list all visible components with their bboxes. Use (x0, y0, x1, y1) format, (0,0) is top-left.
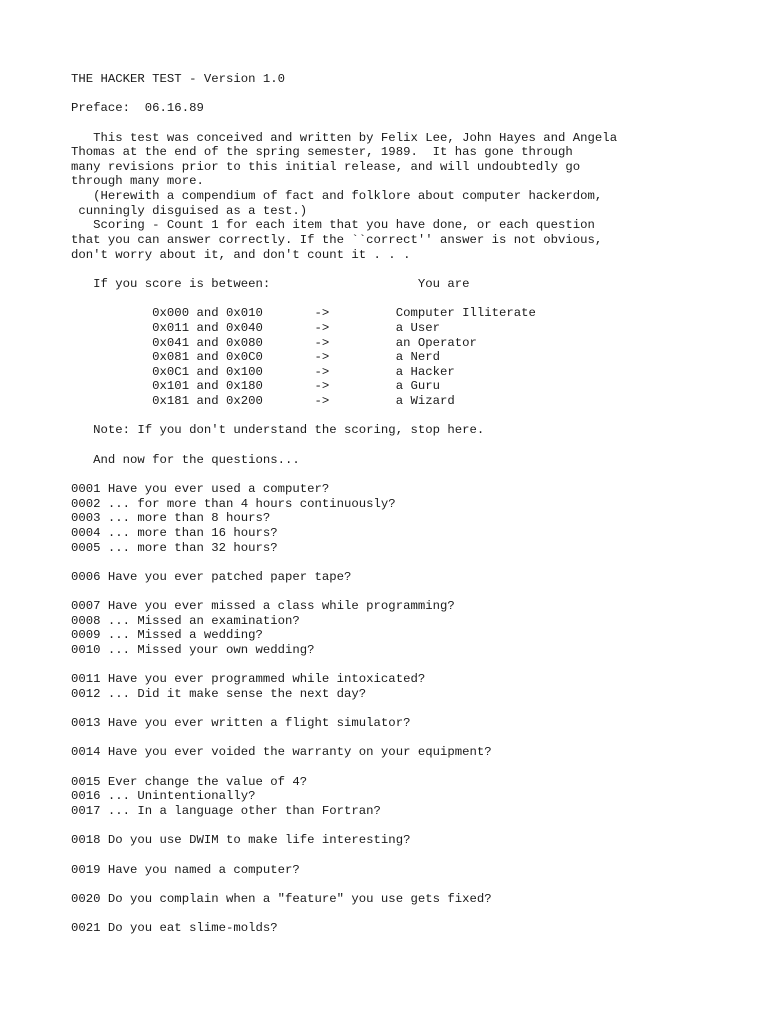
blank-line (71, 731, 751, 746)
text-line: 0018 Do you use DWIM to make life interesting? (71, 833, 411, 848)
blank-line (71, 116, 751, 131)
blank-line (71, 877, 751, 892)
text-line: 0x181 and 0x200 -> a Wizard (71, 394, 455, 409)
text-line: 0x101 and 0x180 -> a Guru (71, 379, 440, 394)
text-line: 0x0C1 and 0x100 -> a Hacker (71, 364, 455, 379)
text-line: And now for the questions... (71, 452, 300, 467)
blank-line (71, 658, 751, 673)
text-line: that you can answer correctly. If the ``correct'' answer is not obvious, (71, 233, 603, 248)
text-line: 0010 ... Missed your own wedding? (71, 642, 315, 657)
text-line: 0005 ... more than 32 hours? (71, 540, 278, 555)
blank-line (71, 848, 751, 863)
text-line: don't worry about it, and don't count it . . . (71, 247, 411, 262)
document-page (71, 72, 751, 936)
blank-line (71, 262, 751, 277)
blank-line (71, 819, 751, 834)
blank-line (71, 702, 751, 717)
blank-line (71, 292, 751, 307)
text-line: 0007 Have you ever missed a class while programming? (71, 599, 455, 614)
text-line: 0x041 and 0x080 -> an Operator (71, 335, 477, 350)
text-line: 0011 Have you ever programmed while intoxicated? (71, 672, 426, 687)
text-line: 0009 ... Missed a wedding? (71, 628, 263, 643)
text-line: 0x081 and 0x0C0 -> a Nerd (71, 350, 440, 365)
text-line: 0021 Do you eat slime-molds? (71, 921, 278, 936)
blank-line (71, 467, 751, 482)
text-line: 0017 ... In a language other than Fortran? (71, 804, 381, 819)
text-line: 0006 Have you ever patched paper tape? (71, 569, 352, 584)
text-line: 0004 ... more than 16 hours? (71, 525, 278, 540)
text-line: This test was conceived and written by Felix Lee, John Hayes and Angela (71, 130, 618, 145)
text-line: Preface: 06.16.89 (71, 101, 204, 116)
text-line: 0x011 and 0x040 -> a User (71, 320, 440, 335)
blank-line (71, 584, 751, 599)
text-line: through many more. (71, 174, 204, 189)
text-line: 0x000 and 0x010 -> Computer Illiterate (71, 306, 536, 321)
text-line: 0002 ... for more than 4 hours continuously? (71, 496, 396, 511)
text-line: 0014 Have you ever voided the warranty on your equipment? (71, 745, 492, 760)
blank-line (71, 409, 751, 424)
text-line: 0020 Do you complain when a "feature" you use gets fixed? (71, 891, 492, 906)
blank-line (71, 87, 751, 102)
text-line: cunningly disguised as a test.) (71, 203, 308, 218)
blank-line (71, 760, 751, 775)
text-line: 0003 ... more than 8 hours? (71, 511, 271, 526)
text-line: 0008 ... Missed an examination? (71, 613, 300, 628)
text-line: Thomas at the end of the spring semester, 1989. It has gone through (71, 145, 573, 160)
blank-line (71, 438, 751, 453)
text-line: 0019 Have you named a computer? (71, 862, 300, 877)
text-line: Note: If you don't understand the scoring, stop here. (71, 423, 485, 438)
text-line: 0012 ... Did it make sense the next day? (71, 686, 367, 701)
blank-line (71, 907, 751, 922)
text-line: If you score is between: You are (71, 276, 470, 291)
text-line: 0016 ... Unintentionally? (71, 789, 256, 804)
text-line: THE HACKER TEST - Version 1.0 (71, 72, 286, 86)
text-line: 0013 Have you ever written a flight simulator? (71, 716, 411, 731)
text-line: many revisions prior to this initial release, and will undoubtedly go (71, 159, 581, 174)
text-line: Scoring - Count 1 for each item that you have done, or each question (71, 218, 595, 233)
text-line: 0001 Have you ever used a computer? (71, 481, 330, 496)
text-line: 0015 Ever change the value of 4? (71, 774, 308, 789)
blank-line (71, 555, 751, 570)
text-line: (Herewith a compendium of fact and folklore about computer hackerdom, (71, 189, 603, 204)
